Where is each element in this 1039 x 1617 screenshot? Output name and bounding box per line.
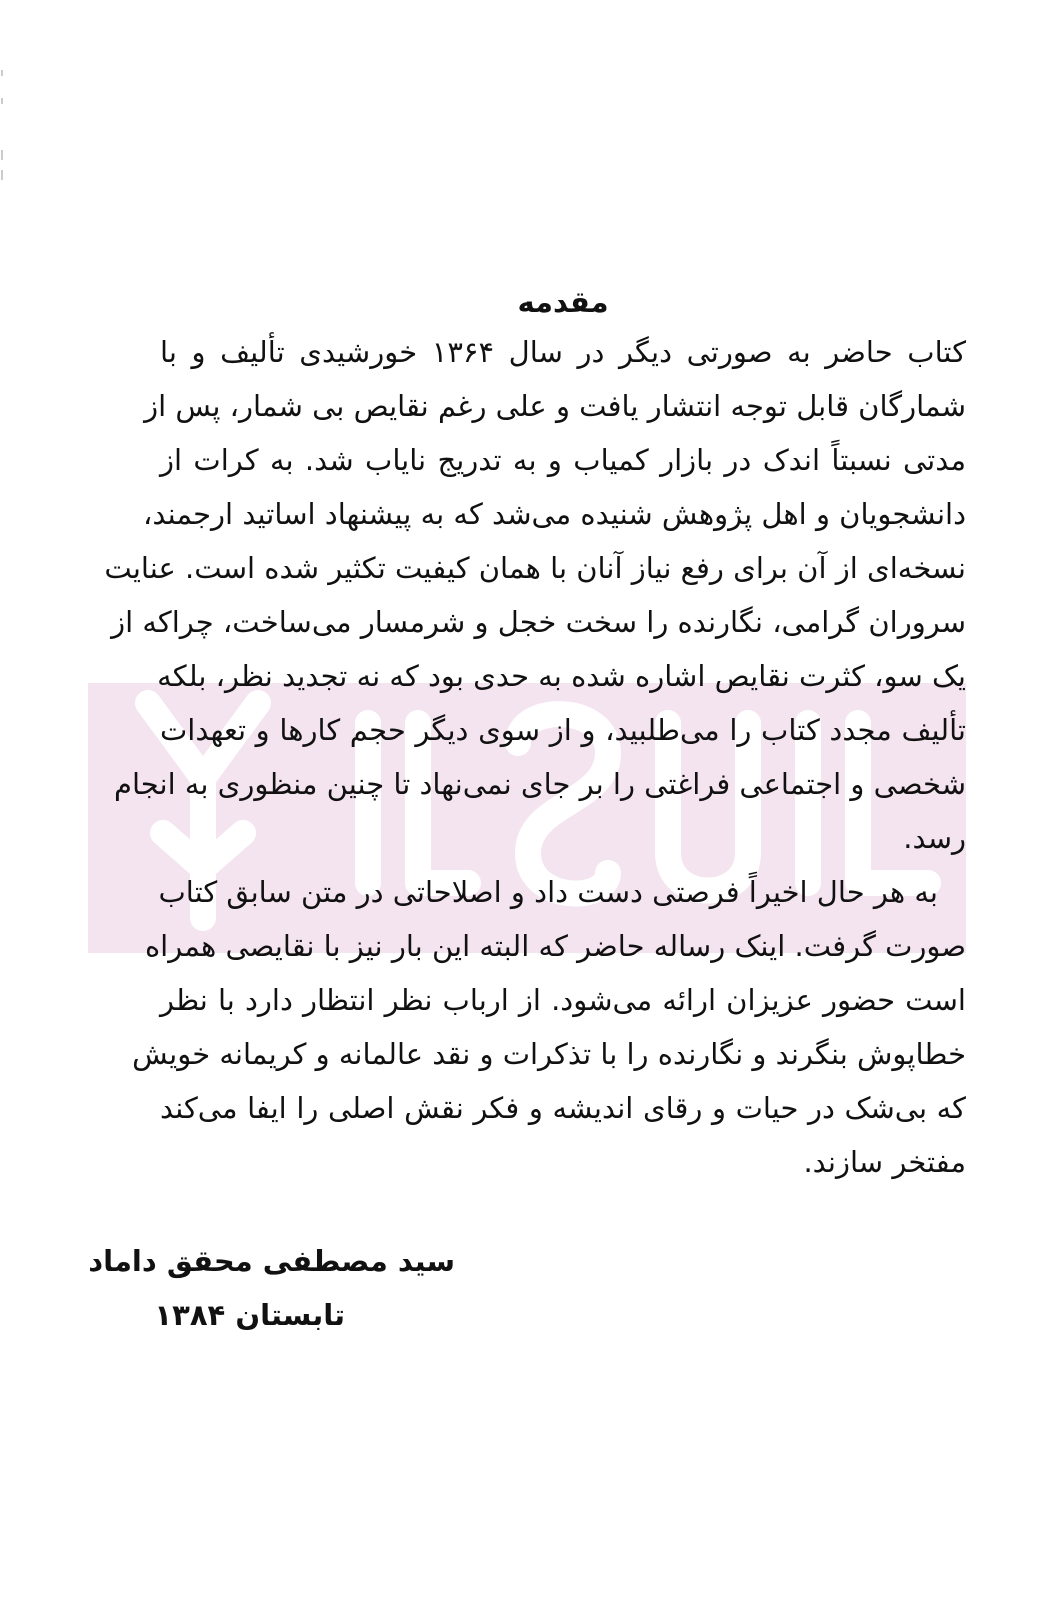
text-line: سروران گرامی، نگارنده را سخت خجل و شرمسار می‌ساخت، چراکه از (111, 605, 966, 639)
text-line: مدتی نسبتاً اندک در بازار کمیاب و به تدریج نایاب شد. به کرات از (160, 443, 966, 477)
text-line: شخصی و اجتماعی فراغتی را بر جای نمی‌نهاد تا چنین منظوری به انجام (113, 767, 966, 801)
text-line: است حضور عزیزان ارائه می‌شود. از ارباب نظر انتظار دارد با نظر (160, 983, 966, 1017)
text-line: خطاپوش بنگرند و نگارنده را با تذکرات و نقد عالمانه و کریمانه خویش (132, 1037, 966, 1071)
text-line: نسخه‌ای از آن برای رفع نیاز آنان با همان کیفیت تکثیر شده است. عنایت (104, 551, 966, 585)
scan-edge-marks (0, 70, 4, 180)
text-line: صورت گرفت. اینک رساله حاضر که البته این بار نیز با نقایصی همراه (144, 929, 966, 963)
text-line: تألیف مجدد کتاب را می‌طلبید، و از سوی دیگر حجم کارها و تعهدات (160, 713, 966, 747)
signature-date: تابستان ۱۳۸۴ (154, 1298, 345, 1332)
text-line: به هر حال اخیراً فرصتی دست داد و اصلاحاتی در متن سابق کتاب (158, 875, 938, 909)
page-title: مقدمه (517, 285, 609, 319)
text-line: رسد. (903, 821, 966, 855)
author-signature: سید مصطفی محقق داماد (88, 1244, 455, 1278)
text-line: شمارگان قابل توجه انتشار یافت و علی رغم نقایص بی شمار، پس از (144, 389, 966, 423)
text-line: مفتخر سازند. (803, 1145, 966, 1179)
text-line: یک سو، کثرت نقایص اشاره شده به حدی بود که نه تجدید نظر، بلکه (157, 659, 966, 693)
text-line: که بی‌شک در حیات و رقای اندیشه و فکر نقش اصلی را ایفا می‌کند (160, 1091, 966, 1125)
text-line: کتاب حاضر به صورتی دیگر در سال ۱۳۶۴ خورشیدی تألیف و با (160, 335, 966, 369)
text-line: دانشجویان و اهل پژوهش شنیده می‌شد که به پیشنهاد اساتید ارجمند، (143, 497, 966, 531)
